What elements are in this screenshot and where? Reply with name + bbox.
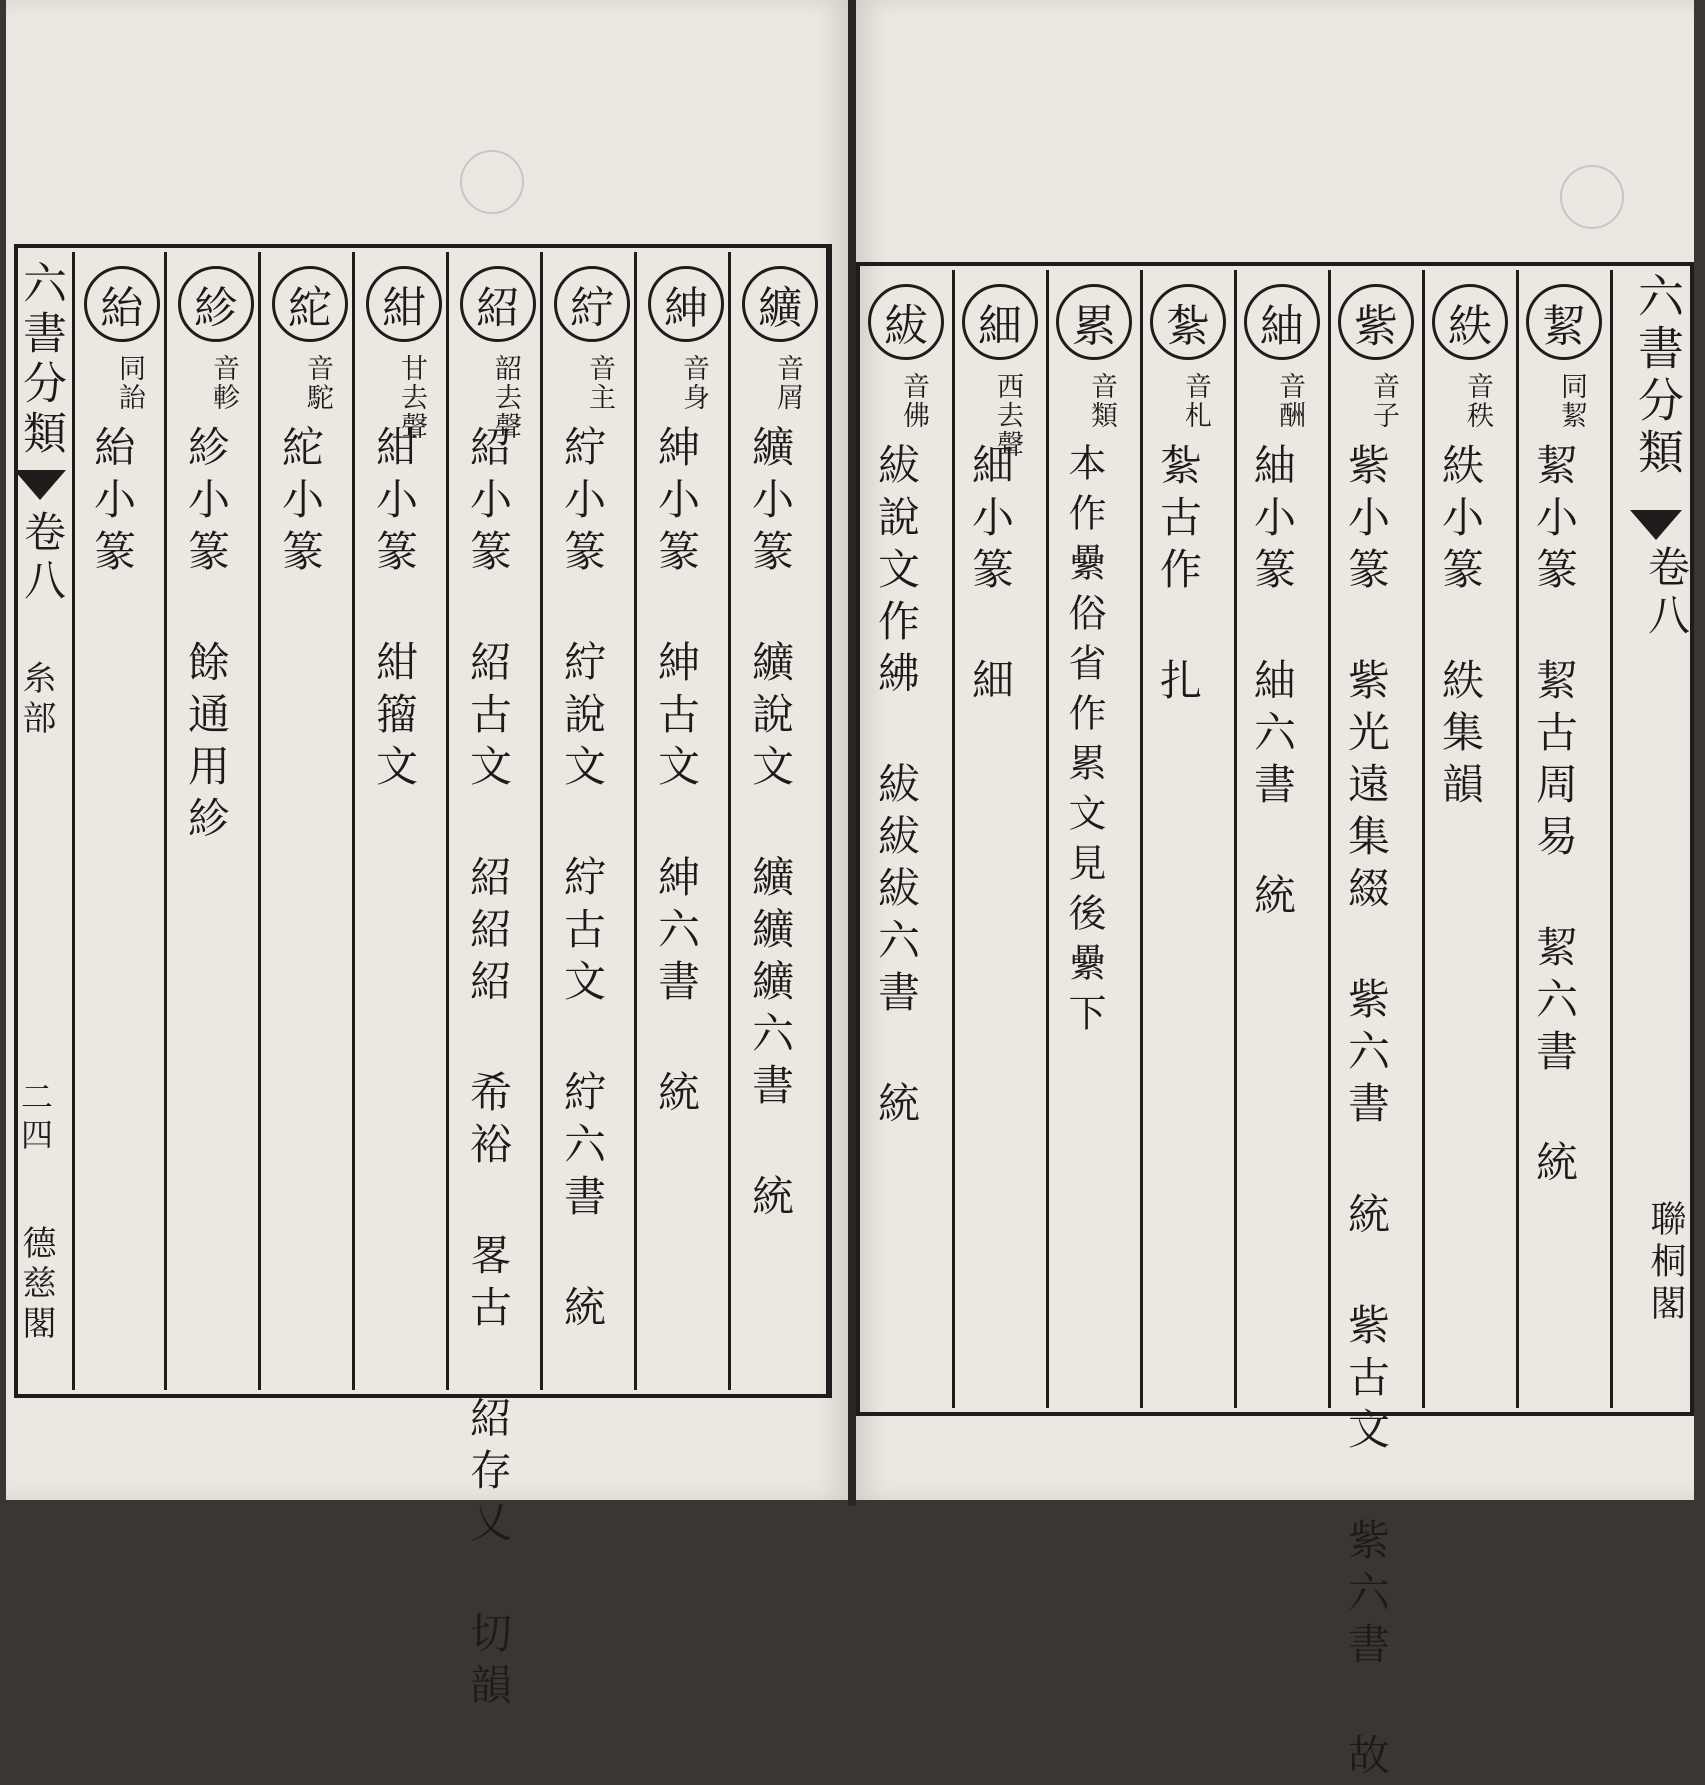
entry-body: 紩小篆 紩集韻 bbox=[1436, 443, 1485, 814]
column-rule bbox=[1046, 270, 1049, 1408]
entry-body: 紮古作 扎 bbox=[1154, 443, 1203, 710]
fish-tail-mark-right bbox=[1630, 510, 1682, 540]
column-rule bbox=[446, 252, 449, 1390]
headword-circle: 紱 bbox=[868, 284, 944, 360]
entry-body: 細小篆 細 bbox=[966, 443, 1015, 710]
headword-circle: 紳 bbox=[648, 266, 724, 342]
entry-reading: 音駝 bbox=[302, 354, 333, 412]
right-margin-title: 六書分類 bbox=[1631, 272, 1685, 480]
column-rule bbox=[352, 252, 355, 1390]
entry-body: 紬小篆 紬六書 統 bbox=[1248, 443, 1297, 925]
entry-reading: 同絜 bbox=[1556, 372, 1587, 430]
fish-tail-mark-left bbox=[14, 470, 66, 500]
left-folio: 二四 bbox=[16, 1080, 54, 1156]
column-rule bbox=[728, 252, 731, 1390]
entry-body: 紵小篆 紵說文 紵古文 紵六書 統 bbox=[558, 425, 607, 1337]
headword-circle: 紩 bbox=[1432, 284, 1508, 360]
left-margin-volume: 卷八 bbox=[18, 510, 67, 606]
entry-body: 紹小篆 紹古文 紹紹紹 希裕 畧古 紹存乂 切韻 bbox=[464, 425, 513, 1715]
entry-reading: 音軫 bbox=[208, 354, 239, 412]
entry-body: 本作纍俗省作累文見後纍下 bbox=[1062, 443, 1106, 1043]
right-margin-volume: 卷八 bbox=[1642, 545, 1691, 641]
column-rule bbox=[952, 270, 955, 1408]
column-rule bbox=[1234, 270, 1237, 1408]
entry-body: 紱說文作紼 紱紱紱六書 統 bbox=[872, 443, 921, 1133]
entry-body: 紾小篆 餘通用紾 bbox=[182, 425, 231, 848]
entry-reading: 音主 bbox=[584, 354, 615, 412]
entry-reading: 甘去聲 bbox=[396, 354, 427, 441]
bleed-through-seal bbox=[460, 150, 524, 214]
entry-body: 絜小篆 絜古周易 絜六書 統 bbox=[1530, 443, 1579, 1192]
headword-circle: 紹 bbox=[460, 266, 536, 342]
entry-body: 纊小篆 纊說文 纊纊纊六書 統 bbox=[746, 425, 795, 1226]
headword-circle: 絜 bbox=[1526, 284, 1602, 360]
column-rule bbox=[72, 252, 75, 1390]
column-rule bbox=[1422, 270, 1425, 1408]
entry-reading: 西去聲 bbox=[992, 372, 1023, 459]
entry-reading: 音札 bbox=[1180, 372, 1211, 430]
entry-reading: 音秩 bbox=[1462, 372, 1493, 430]
column-rule bbox=[540, 252, 543, 1390]
headword-circle: 紬 bbox=[1244, 284, 1320, 360]
entry-reading: 音酬 bbox=[1274, 372, 1305, 430]
headword-circle: 細 bbox=[962, 284, 1038, 360]
entry-body: 紿小篆 bbox=[88, 425, 137, 581]
left-margin-section: 糸部 bbox=[16, 660, 56, 740]
column-rule bbox=[258, 252, 261, 1390]
entry-reading: 音佛 bbox=[898, 372, 929, 430]
headword-circle: 紾 bbox=[178, 266, 254, 342]
entry-body: 紳小篆 紳古文 紳六書 統 bbox=[652, 425, 701, 1122]
headword-circle: 紫 bbox=[1338, 284, 1414, 360]
bleed-through-seal-right bbox=[1560, 165, 1624, 229]
entry-body: 紫小篆 紫光遠集綴 紫六書 統 紫古文 紫六書 故 bbox=[1342, 443, 1391, 1785]
right-margin-bottom: 聯桐閣 bbox=[1645, 1200, 1686, 1326]
column-rule bbox=[1328, 270, 1331, 1408]
entry-reading: 韶去聲 bbox=[490, 354, 521, 441]
book-gutter bbox=[848, 0, 856, 1506]
entry-reading: 音子 bbox=[1368, 372, 1399, 430]
column-rule bbox=[1610, 270, 1613, 1408]
headword-circle: 紺 bbox=[366, 266, 442, 342]
headword-circle: 紿 bbox=[84, 266, 160, 342]
entry-reading: 音身 bbox=[678, 354, 709, 412]
entry-body: 紽小篆 bbox=[276, 425, 325, 581]
column-rule bbox=[1516, 270, 1519, 1408]
headword-circle: 纊 bbox=[742, 266, 818, 342]
entry-reading: 同詒 bbox=[114, 354, 145, 412]
column-rule bbox=[634, 252, 637, 1390]
entry-reading: 音類 bbox=[1086, 372, 1117, 430]
headword-circle: 紵 bbox=[554, 266, 630, 342]
headword-circle: 紽 bbox=[272, 266, 348, 342]
entry-body: 紺小篆 紺籀文 bbox=[370, 425, 419, 796]
headword-circle: 累 bbox=[1056, 284, 1132, 360]
column-rule bbox=[164, 252, 167, 1390]
headword-circle: 紮 bbox=[1150, 284, 1226, 360]
column-rule bbox=[1140, 270, 1143, 1408]
left-publisher: 德慈閣 bbox=[16, 1225, 56, 1345]
entry-reading: 音屑 bbox=[772, 354, 803, 412]
left-margin-title: 六書分類 bbox=[15, 260, 66, 460]
